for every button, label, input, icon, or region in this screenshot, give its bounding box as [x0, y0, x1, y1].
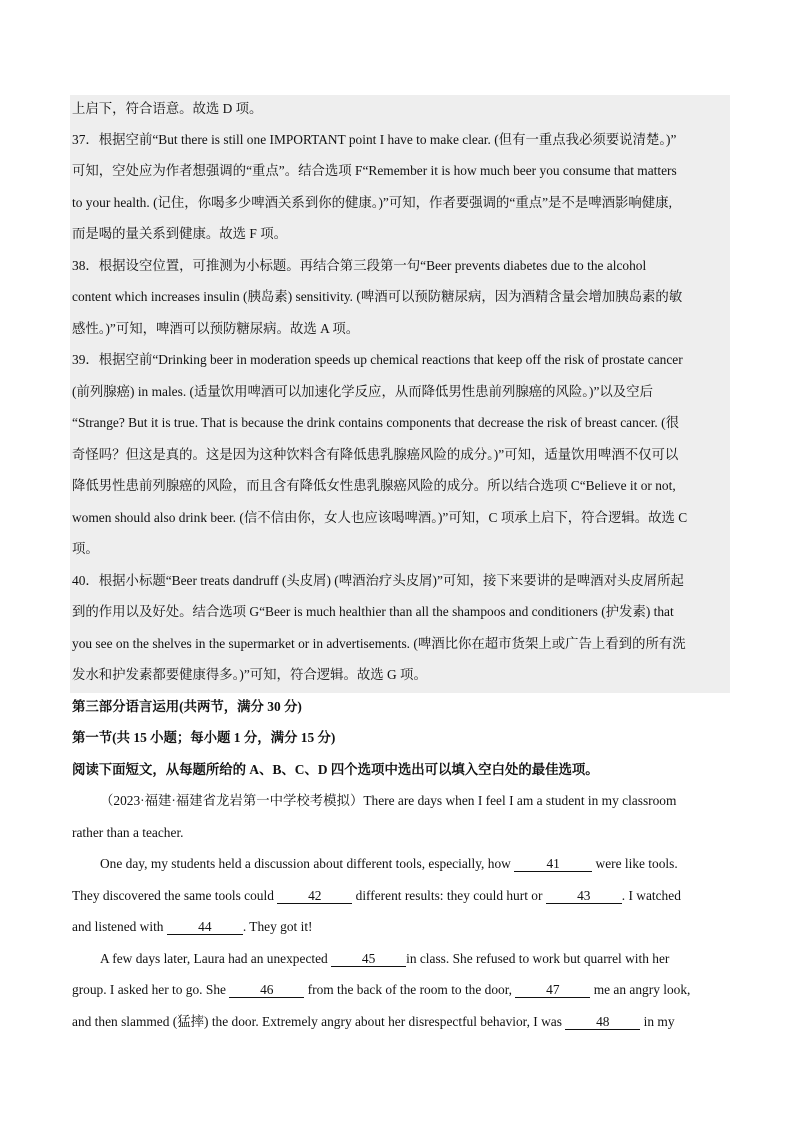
passage-line — [72, 1013, 675, 1031]
explanation-line: 可知，空处应为作者想强调的“重点”。结合选项 F“Remember it is how much beer you consume that matters — [72, 163, 677, 178]
explanation-line: content which increases insulin (胰岛素) sensitivity. (啤酒可以预防糖尿病，因为酒精含量会增加胰岛素的敏 — [72, 289, 683, 304]
passage-text: They discovered the same tools could — [72, 888, 278, 903]
passage-line: rather than a teacher. — [72, 825, 184, 840]
subsection-title: 第一节(共 15 小题；每小题 1 分，满分 15 分) — [72, 730, 336, 745]
explanation-line: 奇怪吗？但这是真的。这是因为这种饮料含有降低患乳腺癌风险的成分。)”可知，适量饮用啤酒不仅可以 — [72, 447, 679, 462]
section-title: 第三部分语言运用(共两节，满分 30 分) — [72, 699, 302, 714]
passage-text: in class. She refused to work but quarrel with her — [406, 951, 670, 966]
blank-45: 45 — [331, 951, 406, 967]
passage-line — [72, 918, 313, 936]
passage-line: （2023·福建·福建省龙岩第一中学校考模拟）There are days when I feel I am a student in my classroom — [100, 793, 677, 808]
explanation-line: women should also drink beer. (信不信由你，女人也应该喝啤酒。)”可知，C 项承上启下，符合逻辑。故选 C — [72, 510, 688, 525]
blank-41: 41 — [514, 856, 592, 872]
passage-line — [100, 855, 678, 873]
instruction-text: 阅读下面短文，从每题所给的 A、B、C、D 四个选项中选出可以填入空白处的最佳选项。 — [72, 762, 599, 777]
passage-text: One day, my students held a discussion about different tools, especially, how — [100, 856, 515, 871]
passage-line — [72, 887, 681, 905]
explanation-line: 项。 — [72, 541, 99, 556]
passage-text: different results: they could hurt or — [352, 888, 546, 903]
blank-47: 47 — [515, 982, 590, 998]
passage-text: me an angry look, — [590, 982, 691, 997]
blank-48: 48 — [565, 1014, 640, 1030]
passage-text: and listened with — [72, 919, 167, 934]
explanation-line: 40．根据小标题“Beer treats dandruff (头皮屑) (啤酒治疗头皮屑)”可知，接下来要讲的是啤酒对头皮屑所起 — [72, 573, 684, 588]
passage-text: A few days later, Laura had an unexpected — [100, 951, 332, 966]
passage-text: and then slammed (猛摔) the door. Extremely angry about her disrespectful behavior, I was — [72, 1014, 566, 1029]
explanation-line: 上启下，符合语意。故选 D 项。 — [72, 101, 263, 116]
explanation-line: 感性。)”可知，啤酒可以预防糖尿病。故选 A 项。 — [72, 321, 360, 336]
explanation-line: 而是喝的量关系到健康。故选 F 项。 — [72, 226, 288, 241]
explanation-line: to your health. (记住，你喝多少啤酒关系到你的健康。)”可知，作者要强调的“重点”是不是啤酒影响健康, — [72, 195, 672, 210]
explanation-line: 降低男性患前列腺癌的风险，而且含有降低女性患乳腺癌风险的成分。所以结合选项 C“Believe it or not, — [72, 478, 676, 493]
passage-text: . I watched — [621, 888, 681, 903]
blank-42: 42 — [277, 888, 352, 904]
passage-text: were like tools. — [592, 856, 678, 871]
passage-line — [100, 950, 669, 968]
explanation-line: 发水和护发素都要健康得多。)”可知，符合逻辑。故选 G 项。 — [72, 667, 427, 682]
explanation-line: 39．根据空前“Drinking beer in moderation speeds up chemical reactions that keep off the risk of prostate cancer — [72, 352, 683, 367]
blank-44: 44 — [167, 919, 243, 935]
blank-43: 43 — [546, 888, 622, 904]
explanation-line: (前列腺癌) in males. (适量饮用啤酒可以加速化学反应，从而降低男性患前列腺癌的风险。)”以及空后 — [72, 384, 653, 399]
explanation-line: 到的作用以及好处。结合选项 G“Beer is much healthier than all the shampoos and conditioners (护发素) that — [72, 604, 674, 619]
explanation-line: you see on the shelves in the supermarket or in advertisements. (啤酒比你在超市货架上或广告上看到的所有洗 — [72, 636, 686, 651]
explanation-line: 38．根据设空位置，可推测为小标题。再结合第三段第一句“Beer prevents diabetes due to the alcohol — [72, 258, 647, 273]
passage-text: . They got it! — [242, 919, 313, 934]
explanation-line: “Strange? But it is true. That is because the drink contains components that decrease the risk of breast cancer. (很 — [72, 415, 679, 430]
passage-text: in my — [640, 1014, 675, 1029]
explanation-line: 37．根据空前“But there is still one IMPORTANT point I have to make clear. (但有一重点我必须要说清楚。)” — [72, 132, 677, 147]
passage-line — [72, 981, 690, 999]
blank-46: 46 — [229, 982, 304, 998]
passage-text: group. I asked her to go. She — [72, 982, 230, 997]
passage-text: from the back of the room to the door, — [304, 982, 516, 997]
